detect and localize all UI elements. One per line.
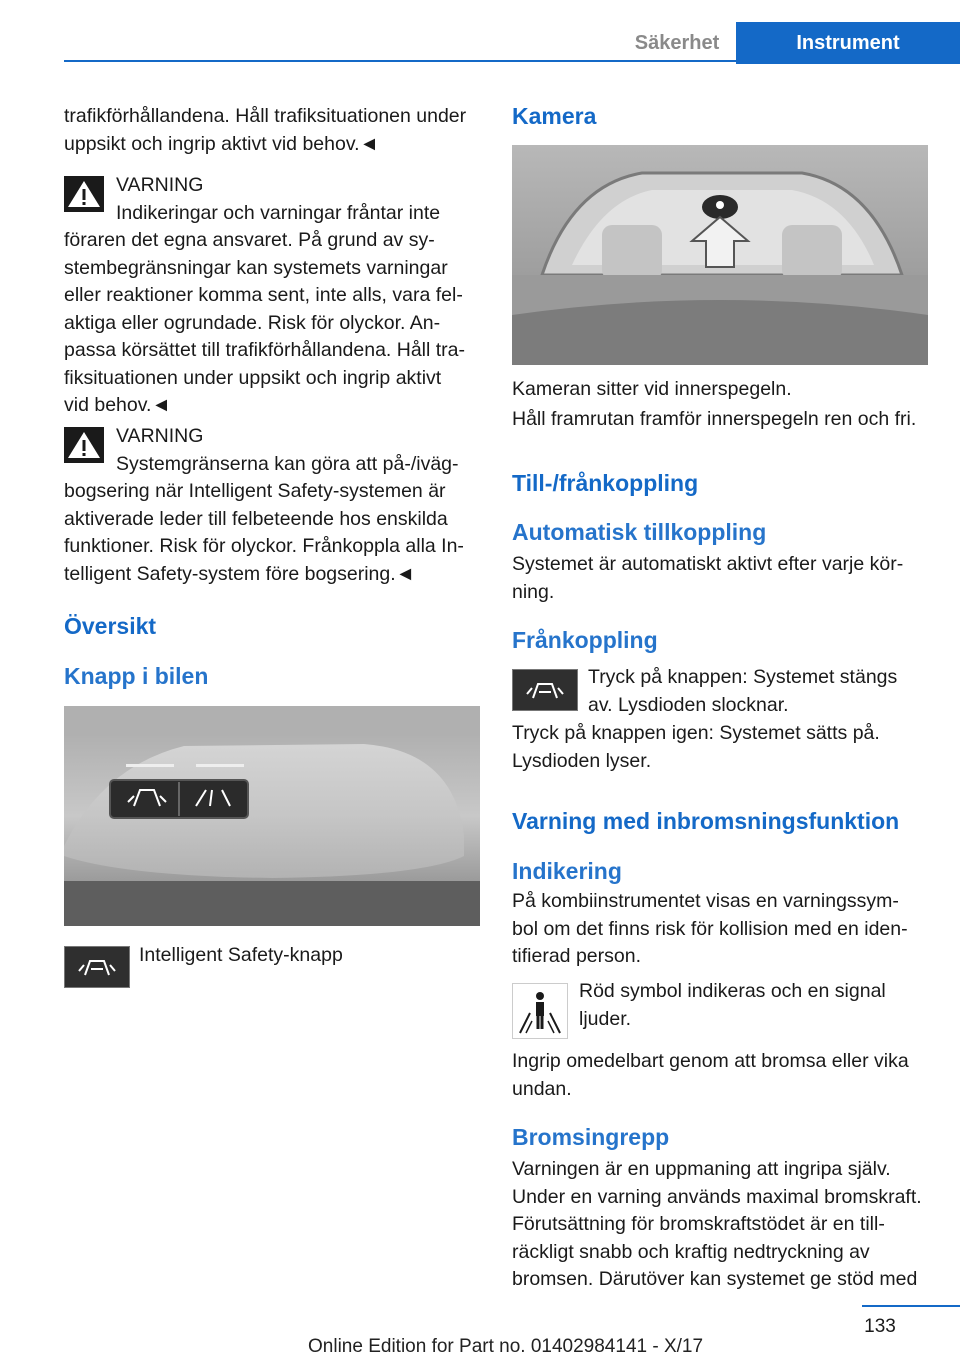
heading-bromsingrepp: Bromsingrepp [512,1124,670,1150]
intro-line: trafikförhållandena. Håll trafiksituationen under [64,105,467,127]
off-line: Tryck på knappen igen: Systemet sätts på. [512,722,880,744]
warning-line: vid behov.◄ [64,394,171,416]
button-caption: Intelligent Safety-knapp [139,944,343,966]
warning-title: VARNING [116,425,204,447]
auto-text [512,551,932,606]
warning-line: aktiverade leder till felbeteende hos enskilda [64,507,448,530]
indication-red-text [579,978,929,1033]
pedestrian-warning-icon [512,983,568,1039]
warning-line: telligent Safety-system före bogsering.◄ [64,562,415,585]
warning-line: aktiga eller ogrundade. Risk för olyckor. An‐ [64,311,441,334]
warning-line: bogsering när Intelligent Safety-systemen är [64,480,446,502]
camera-line: Håll framrutan framför innerspegeln ren och fri. [512,407,917,430]
footer-edition: Online Edition for Part no. 01402984141 - X/17 [308,1336,704,1357]
indication-line: tifierad person. [512,945,641,967]
indication-line: På kombiinstrumentet visas en varningssym‐ [512,890,899,912]
indication-line: Röd symbol indikeras och en signal [579,980,886,1002]
camera-windshield-photo [512,145,928,365]
camera-text [512,376,932,433]
heading-oversikt: Översikt [64,613,157,639]
tab-sakerhet[interactable]: Säkerhet [634,32,720,54]
brake-line: Varningen är en uppmaning att ingripa själv. [512,1158,891,1180]
warning-block-2 [64,423,484,588]
heading-kamera: Kamera [512,103,597,129]
warning-line: föraren det egna ansvaret. På grund av sy‐ [64,229,435,251]
off-line: av. Lysdioden slocknar. [588,693,789,716]
brake-line: bromsen. Därutöver kan systemet ge stöd med [512,1268,918,1290]
camera-line: Kameran sitter vid innerspegeln. [512,378,792,400]
heading-till-frankoppling: Till-/frånkoppling [512,470,699,496]
indication-line: ljuder. [579,1007,632,1030]
off-line: Tryck på knappen: Systemet stängs [588,666,898,688]
button-panel-photo [64,706,480,926]
auto-line: Systemet är automatiskt aktivt efter varje kör‐ [512,553,904,575]
heading-knapp-i-bilen: Knapp i bilen [64,663,209,689]
warning-title: VARNING [116,174,204,196]
off-text [512,720,932,775]
intelligent-safety-button-icon [64,946,130,988]
intro-paragraph [64,103,484,158]
warning-line: eller reaktioner komma sent, inte alls, vara fel‐ [64,284,463,306]
heading-automatisk-tillkoppling: Automatisk tillkoppling [512,519,767,545]
brake-text [512,1156,952,1294]
off-line: Lysdioden lyser. [512,749,652,772]
warning-line: passa körsättet till trafikförhållandena. Håll tra‐ [64,339,466,361]
indication-line: undan. [512,1077,572,1100]
intro-line: uppsikt och ingrip aktivt vid behov.◄ [64,132,379,155]
off-text-indented [588,664,928,719]
page-number: 133 [864,1316,896,1337]
heading-frankoppling: Frånkoppling [512,627,658,653]
auto-line: ning. [512,580,555,603]
indication-line: bol om det finns risk för kollision med en iden‐ [512,917,908,940]
intelligent-safety-button-icon [512,669,578,711]
brake-line: räckligt snabb och kraftig nedtryckning av [512,1240,870,1263]
warning-line: funktioner. Risk för olyckor. Frånkoppla alla In‐ [64,535,464,557]
warning-line: fiksituationen under uppsikt och ingrip aktivt [64,366,442,389]
heading-varning-inbromsning: Varning med inbromsningsfunktion [512,808,900,834]
brake-line: Förutsättning för bromskraftstödet är en till‐ [512,1213,885,1235]
warning-line: Indikeringar och varningar fråntar inte [116,201,441,224]
tab-instrument[interactable]: Instrument [736,22,960,64]
heading-indikering: Indikering [512,858,622,884]
header-rule [64,60,960,62]
brake-line: Under en varning används maximal bromskraft. [512,1185,922,1208]
indication-action-text [512,1048,932,1103]
warning-block-1 [64,172,484,420]
warning-line: Systemgränserna kan göra att på-/iväg- [116,452,459,475]
warning-line: stembegränsningar kan systemets varningar [64,256,448,279]
indication-line: Ingrip omedelbart genom att bromsa eller vika [512,1050,909,1072]
footer-rule [862,1305,960,1307]
indication-text [512,888,932,971]
